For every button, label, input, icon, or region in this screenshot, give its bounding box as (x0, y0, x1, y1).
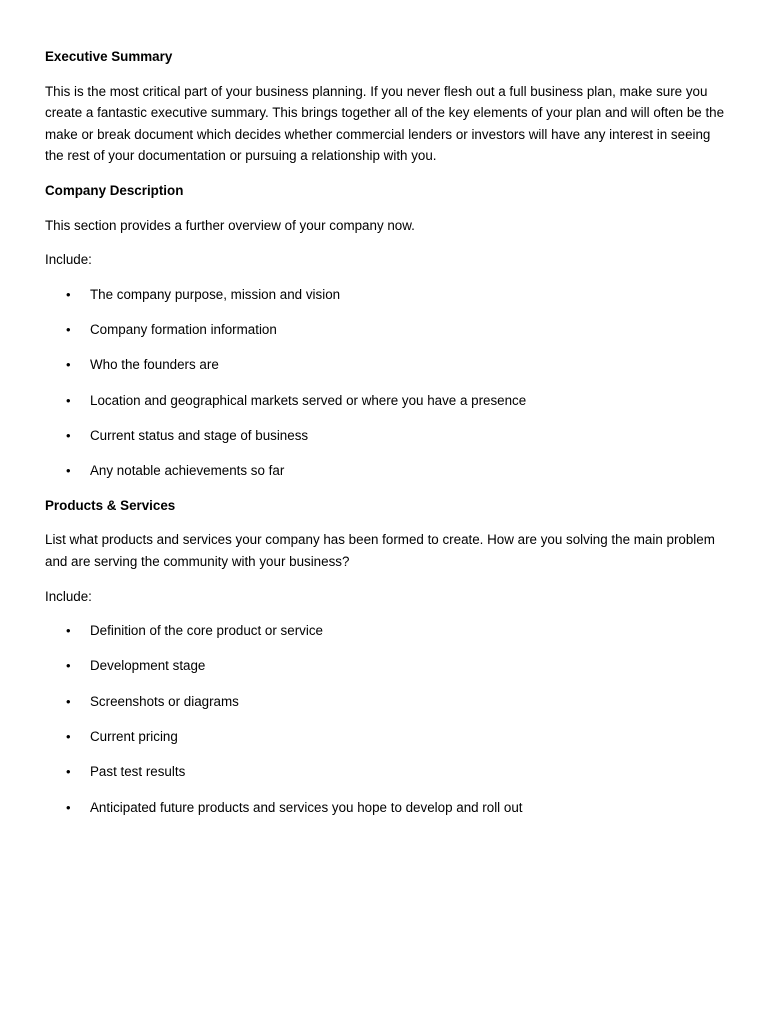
list-item-text: Current status and stage of business (90, 427, 309, 443)
list-item (45, 797, 725, 819)
list-item-text: Current pricing (90, 728, 178, 744)
list-item-text: Definition of the core product or service (90, 623, 323, 639)
company-description-text: This section provides a further overview of your company now. (45, 217, 415, 233)
bullet-icon: • (66, 322, 71, 338)
bullet-icon: • (66, 357, 71, 373)
company-description-list (45, 284, 725, 482)
bullet-icon: • (66, 658, 71, 674)
products-services-list (45, 620, 725, 818)
company-description-include-label: Include: (45, 252, 92, 268)
products-services-include-label: Include: (45, 588, 92, 604)
list-item-text: Any notable achievements so far (90, 463, 285, 479)
list-item-text: Anticipated future products and services you hope to develop and roll out (90, 799, 523, 815)
bullet-icon: • (66, 427, 71, 443)
list-item-text: Who the founders are (90, 357, 219, 373)
executive-summary-text: This is the most critical part of your business planning. If you never flesh out a full business plan, make sure you create a fantastic executive summary. This brings together all of the key elements of your plan and will often be the make or break document which decides whether commercial lenders or investors will have any interest in seeing the rest of your documentation or pursuing a relationship with you. (45, 83, 725, 164)
bullet-icon: • (66, 392, 71, 408)
list-item (45, 620, 725, 642)
list-item (45, 726, 725, 748)
list-item (45, 691, 725, 713)
bullet-icon: • (66, 693, 71, 709)
section-heading-products-services: Products & Services (45, 497, 176, 513)
list-item (45, 354, 725, 376)
list-item-text: Screenshots or diagrams (90, 693, 239, 709)
bullet-icon: • (66, 799, 71, 815)
bullet-icon: • (66, 463, 71, 479)
list-item (45, 761, 725, 783)
products-services-text: List what products and services your company has been formed to create. How are you solving the main problem and are serving the community with your business? (45, 532, 715, 569)
list-item (45, 425, 725, 447)
list-item-text: Company formation information (90, 322, 277, 338)
list-item (45, 319, 725, 341)
list-item-text: Past test results (90, 764, 186, 780)
bullet-icon: • (66, 623, 71, 639)
section-heading-company-description: Company Description (45, 182, 184, 198)
list-item (45, 655, 725, 677)
list-item (45, 460, 725, 482)
bullet-icon: • (66, 728, 71, 744)
list-item-text: The company purpose, mission and vision (90, 286, 341, 302)
list-item (45, 390, 725, 412)
document-page (45, 46, 725, 831)
list-item-text: Location and geographical markets served or where you have a presence (90, 392, 527, 408)
bullet-icon: • (66, 286, 71, 302)
list-item-text: Development stage (90, 658, 206, 674)
list-item (45, 284, 725, 306)
bullet-icon: • (66, 764, 71, 780)
section-heading-executive-summary: Executive Summary (45, 49, 173, 64)
